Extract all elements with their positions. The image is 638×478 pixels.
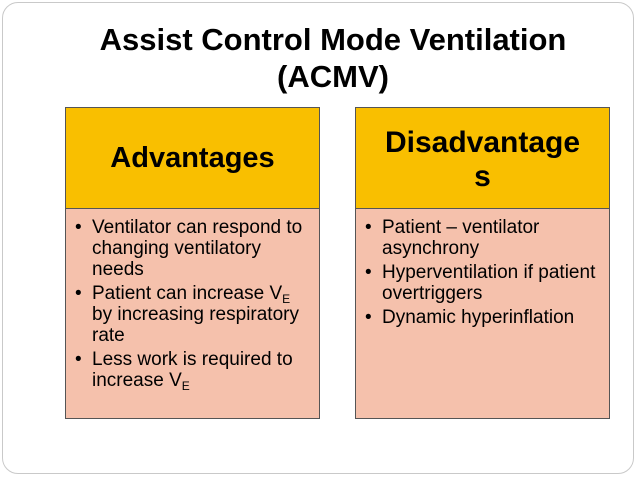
advantage-item-3 (74, 349, 313, 391)
disadvantage-item-3 (364, 307, 603, 328)
advantage-item-2-sub: E (282, 292, 291, 306)
advantages-list (74, 217, 313, 391)
disadvantage-item-2 (364, 262, 603, 304)
disadvantage-item-3-text: Dynamic hyperinflation (382, 307, 575, 328)
advantage-item-1-text: Ventilator can respond to changing ventilatory needs (92, 217, 303, 280)
advantage-item-1 (74, 217, 313, 280)
disadvantage-item-1-text: Patient – ventilator asynchrony (382, 217, 540, 259)
disadvantage-item-1 (364, 217, 603, 259)
disadvantages-heading-line1: Disadvantage (384, 126, 581, 159)
disadvantage-item-2-text: Hyperventilation if patient overtriggers (382, 262, 596, 304)
slide-title (43, 21, 623, 95)
slide (2, 2, 634, 474)
disadvantages-column (355, 107, 610, 419)
slide-title-line1: Assist Control Mode Ventilation (99, 22, 567, 57)
advantage-item-2-pre: Patient can increase V (92, 283, 283, 304)
advantage-item-2 (74, 283, 313, 346)
advantages-heading: Advantages (66, 108, 319, 209)
advantages-column (65, 107, 320, 419)
advantage-item-2-post: by increasing respiratory rate (92, 304, 299, 346)
disadvantages-list (364, 217, 603, 328)
slide-title-line2: (ACMV) (277, 59, 389, 94)
advantage-item-3-sub: E (181, 379, 190, 393)
disadvantages-body (356, 209, 609, 418)
disadvantages-heading-line2: s (474, 160, 491, 193)
advantage-item-3-pre: Less work is required to increase V (92, 349, 293, 391)
advantages-body (66, 209, 319, 418)
disadvantages-heading (356, 108, 609, 209)
